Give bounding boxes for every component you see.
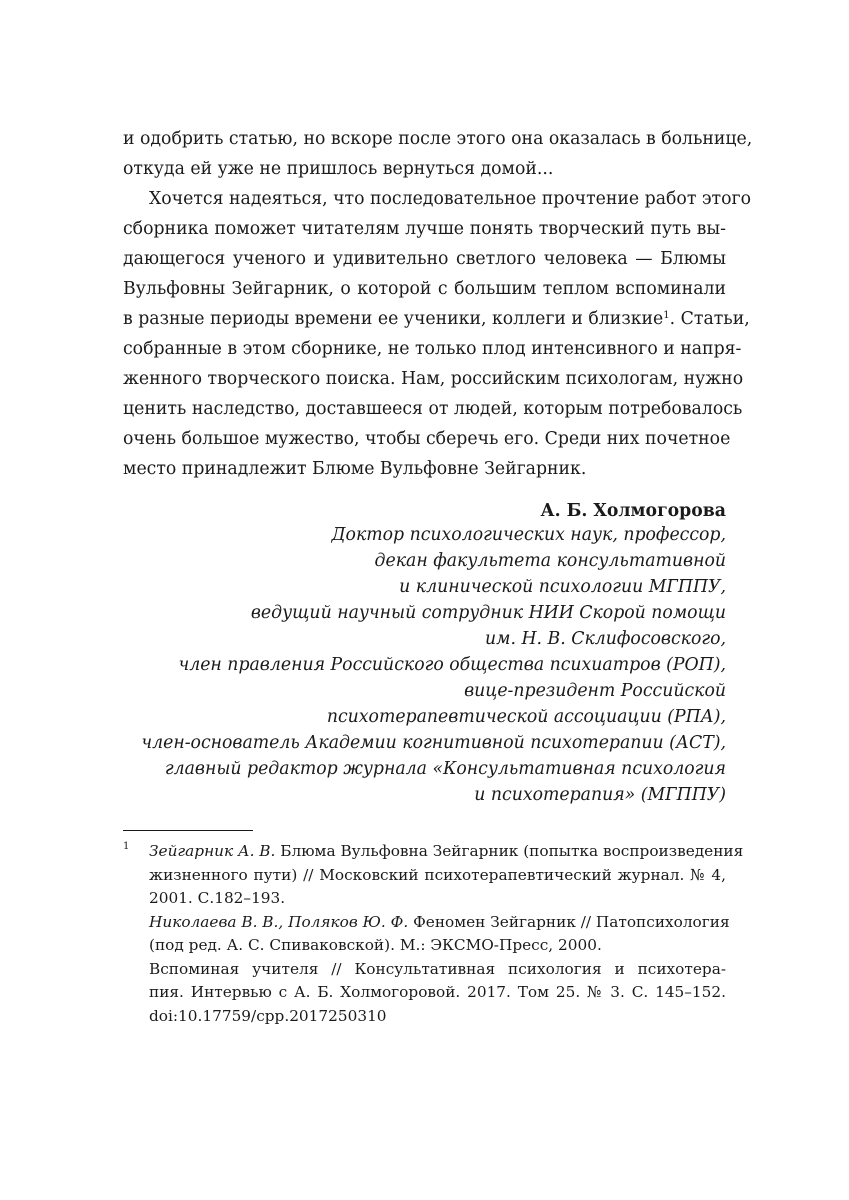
body-line-2: откуда ей уже не пришлось вернуться домой... <box>123 159 554 179</box>
body-line-4: сборника поможет читателям лучше понять творческий путь вы- <box>123 219 726 239</box>
footnote-line: (под ред. А. С. Спиваковской). М.: ЭКСМО-Пресс, 2000. <box>149 936 602 954</box>
author-credential-line: и клинической психологии МГППУ, <box>399 577 726 597</box>
body-line-9: женного творческого поиска. Нам, российским психологам, нужно <box>123 369 744 389</box>
author-credential-line: главный редактор журнала «Консультативная психология <box>164 759 726 779</box>
footnote-author: Зейгарник А. В. <box>149 842 276 860</box>
body-line-3: Хочется надеяться, что последовательное прочтение работ этого <box>149 189 751 209</box>
footnote-text: Блюма Вульфовна Зейгарник (попытка воспроизведения <box>275 842 744 860</box>
author-name: А. Б. Холмогорова <box>540 501 726 521</box>
body-line-1: и одобрить статью, но вскоре после этого она оказалась в больнице, <box>123 129 753 149</box>
footnote-line: Вспоминая учителя // Консультативная психология и психотера- <box>149 960 726 978</box>
footnote-line: doi:10.17759/cpp.2017250310 <box>149 1007 387 1025</box>
body-line-7 <box>123 304 750 334</box>
author-credential-line: Доктор психологических наук, профессор, <box>331 525 726 545</box>
body-line-8: собранные в этом сборнике, не только плод интенсивного и напря- <box>123 339 742 359</box>
footnote-text: Феномен Зейгарник // Патопсихология <box>408 913 730 931</box>
body-line-5: дающегося ученого и удивительно светлого человека — Блюмы <box>123 249 726 269</box>
body-line-6: Вульфовны Зейгарник, о которой с большим теплом вспоминали <box>123 279 726 299</box>
footnote-line <box>149 840 744 863</box>
body-line-7-tail: . Статьи, <box>669 309 750 329</box>
body-line-12: место принадлежит Блюме Вульфовне Зейгарник. <box>123 459 587 479</box>
author-credential-line: член-основатель Академии когнитивной психотерапии (АСТ), <box>141 733 726 753</box>
footnote-line <box>149 911 730 934</box>
body-line-10: ценить наследство, доставшееся от людей, которым потребовалось <box>123 399 743 419</box>
body-line-11: очень большое мужество, чтобы сберечь его. Среди них почетное <box>123 429 731 449</box>
footnote-reference: 1 <box>663 310 670 321</box>
author-credential-line: декан факультета консультативной <box>374 551 726 571</box>
body-line-7-text: в разные периоды времени ее ученики, коллеги и близкие <box>123 309 664 329</box>
footnote-line: 2001. С.182–193. <box>149 889 286 907</box>
footnote-divider <box>123 830 253 831</box>
footnote-line: пия. Интервью с А. Б. Холмогоровой. 2017. Том 25. № 3. С. 145–152. <box>149 983 726 1001</box>
author-credential-line: и психотерапия» (МГППУ) <box>474 785 726 805</box>
author-credential-line: ведущий научный сотрудник НИИ Скорой помощи <box>250 603 726 623</box>
footnote-marker: 1 <box>123 841 130 852</box>
footnote-author: Николаева В. В., Поляков Ю. Ф. <box>149 913 409 931</box>
author-credential-line: психотерапевтической ассоциации (РПА), <box>326 707 726 727</box>
author-credential-line: вице-президент Российской <box>464 681 726 701</box>
footnote-line: жизненного пути) // Московский психотерапевтический журнал. № 4, <box>149 866 726 884</box>
author-credential-line: им. Н. В. Склифосовского, <box>485 629 726 649</box>
author-credential-line: член правления Российского общества психиатров (РОП), <box>178 655 726 675</box>
